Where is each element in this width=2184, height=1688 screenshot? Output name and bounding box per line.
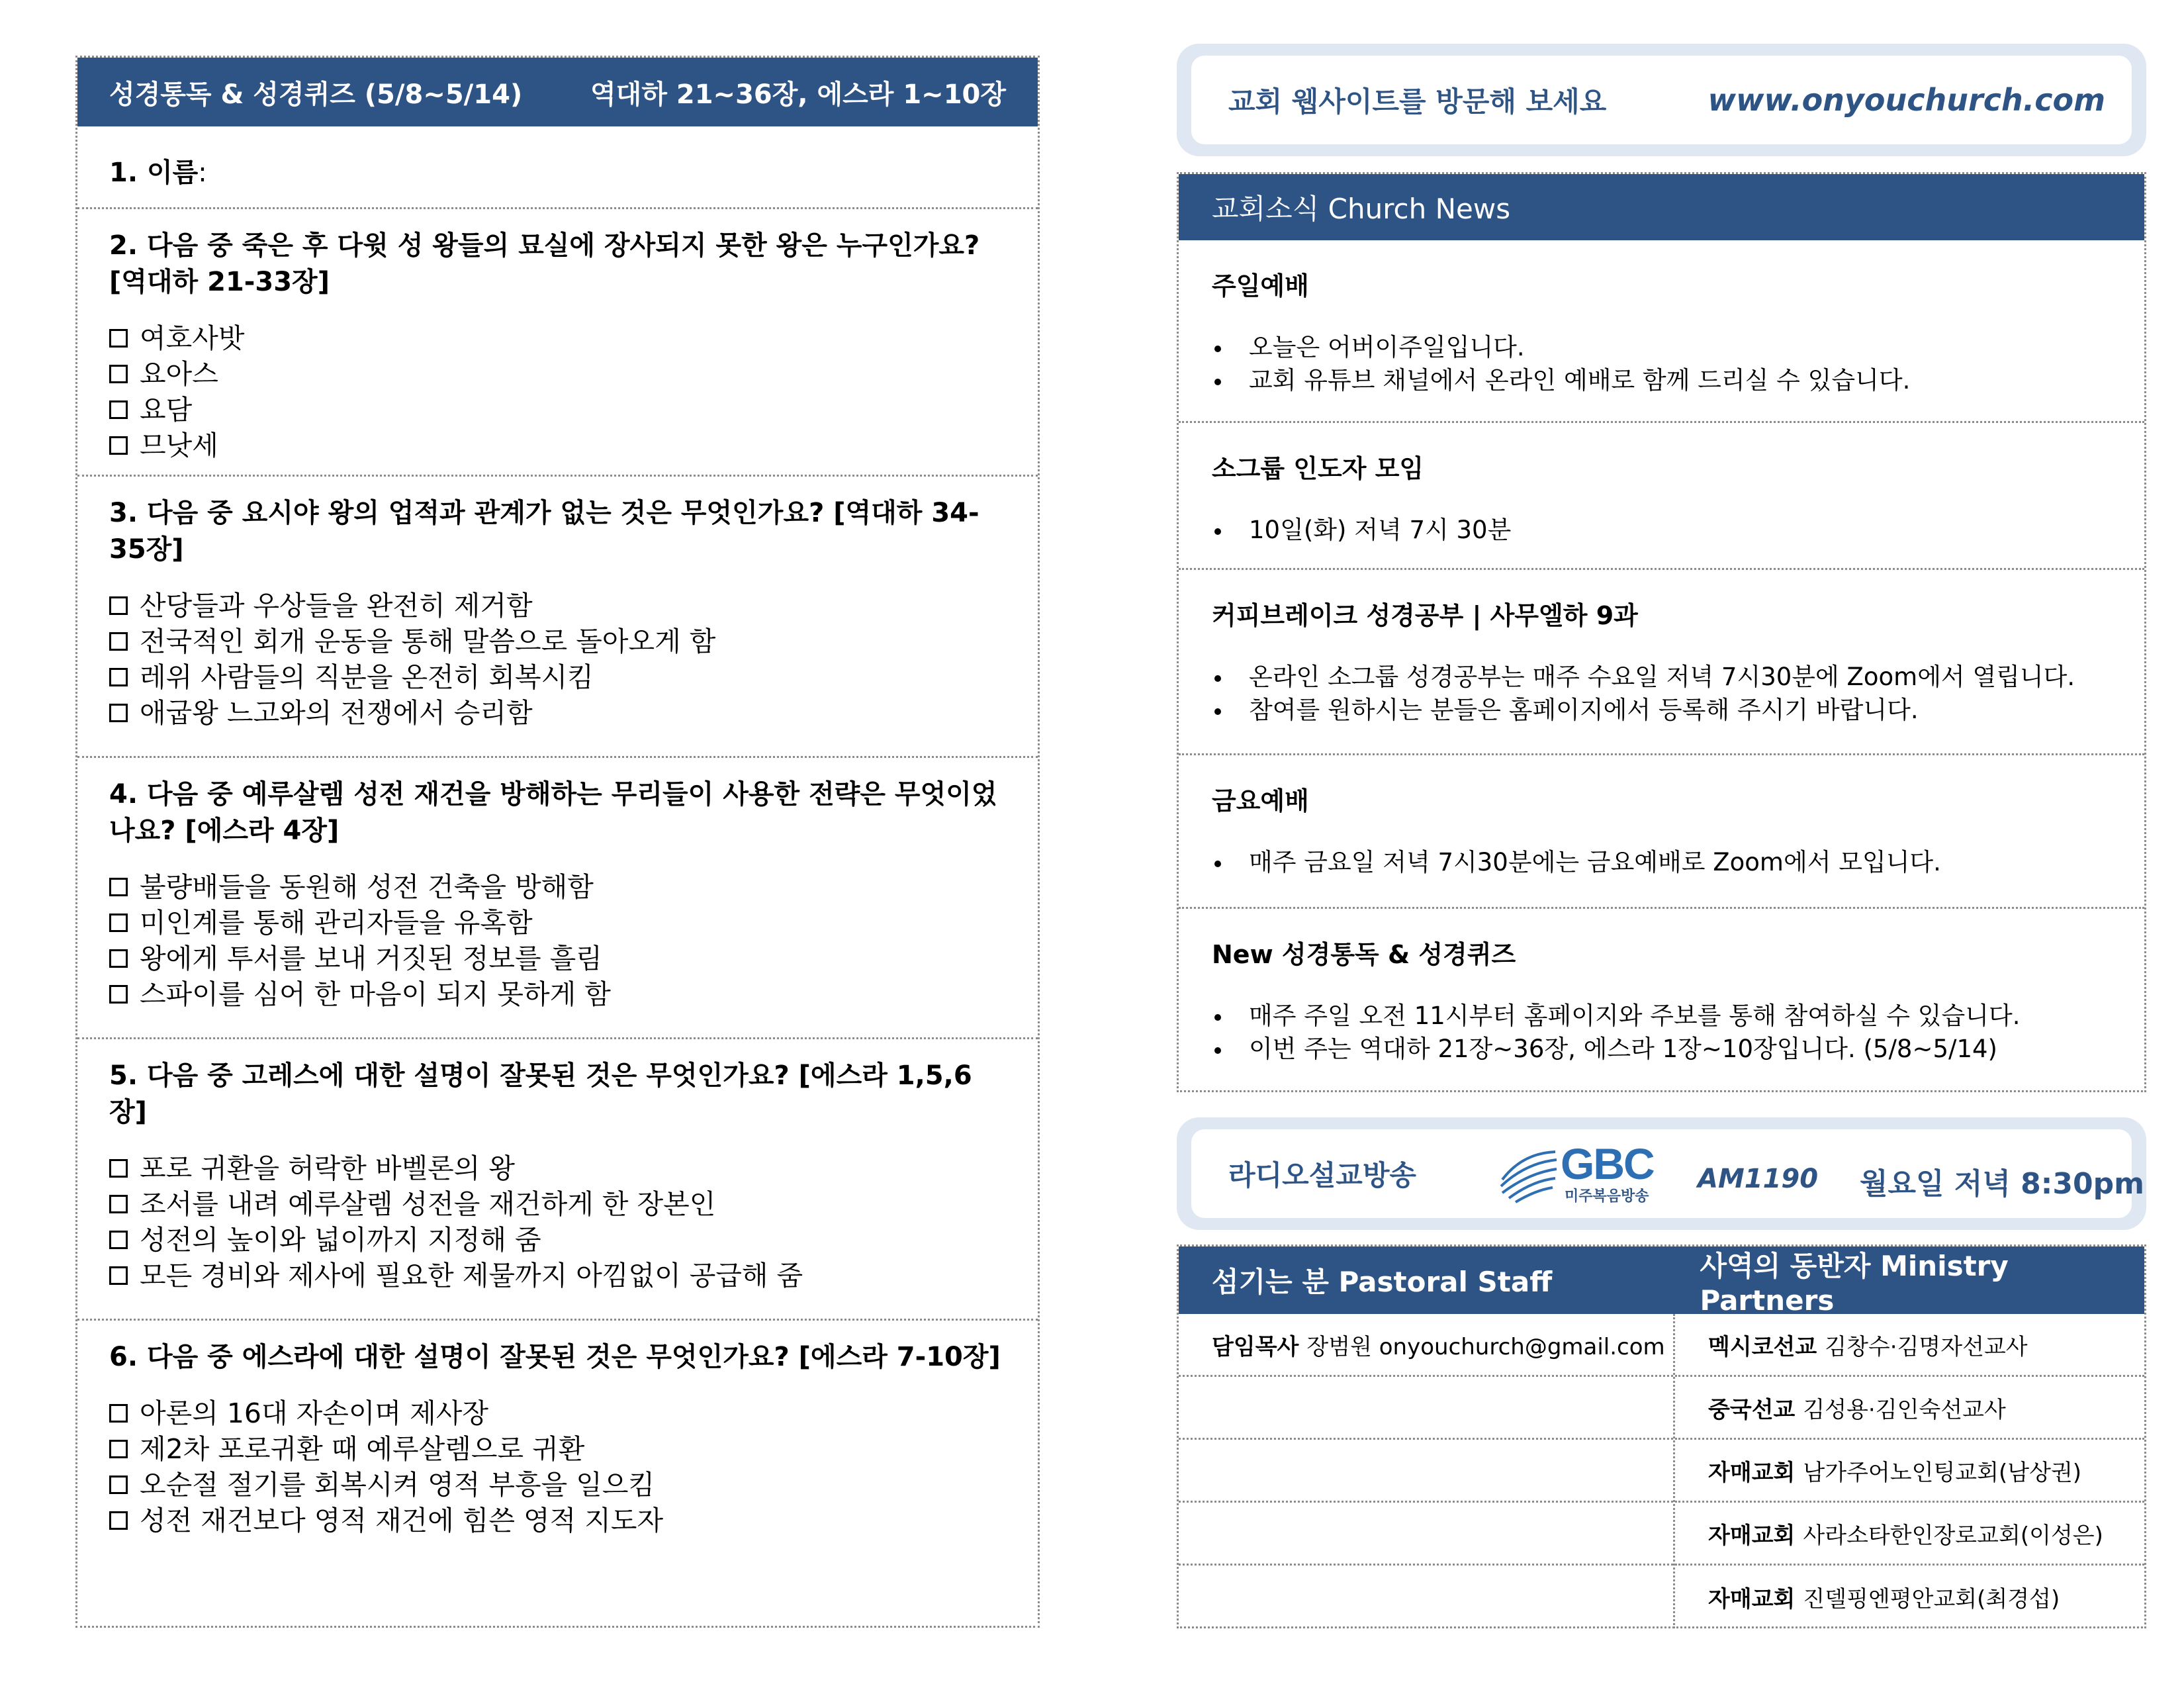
website-label: 교회 웹사이트를 방문해 보세요: [1228, 85, 1607, 118]
option[interactable]: [109, 392, 1006, 428]
partner-name: 진델핑엔평안교회(최경섭): [1803, 1586, 2060, 1613]
staff-panel: [1177, 1244, 2146, 1628]
option[interactable]: [109, 941, 1006, 976]
question-5: [77, 1039, 1038, 1321]
option-label: 요담: [140, 394, 193, 426]
checkbox-icon[interactable]: [109, 1266, 128, 1285]
option-label: 오순절 절기를 회복시켜 영적 부흥을 일으킴: [140, 1469, 655, 1501]
news-item: 10일(화) 저녁 7시 30분: [1212, 514, 2111, 547]
quiz-title: 성경통독 & 성경퀴즈 (5/8~5/14): [109, 79, 523, 110]
checkbox-icon[interactable]: [109, 668, 128, 686]
option[interactable]: [109, 588, 1006, 624]
option[interactable]: [109, 1503, 1006, 1538]
option-label: 포로 귀환을 허락한 바벨론의 왕: [140, 1152, 516, 1184]
name-label: 1. 이름: [109, 158, 199, 188]
checkbox-icon[interactable]: [109, 949, 128, 968]
news-item: 오늘은 어버이주일입니다.: [1212, 331, 2111, 364]
gbc-logo: [1496, 1139, 1674, 1205]
staff-grid: [1179, 1314, 2144, 1628]
checkbox-icon[interactable]: [109, 1231, 128, 1249]
quiz-header: [77, 58, 1038, 126]
question-title: 5. 다음 중 고레스에 대한 설명이 잘못된 것은 무엇인가요? [에스라 1,5,6장]: [109, 1060, 972, 1127]
partner-name: 김성용·김인숙선교사: [1803, 1396, 2006, 1423]
news-list: [1212, 661, 2111, 727]
option[interactable]: [109, 428, 1006, 463]
checkbox-icon[interactable]: [109, 1404, 128, 1423]
partner-name: 사라소타한인장로교회(이성은): [1803, 1522, 2103, 1549]
option-label: 애굽왕 느고와의 전쟁에서 승리함: [140, 697, 533, 729]
question-2: [77, 209, 1038, 477]
question-6: [77, 1321, 1038, 1618]
news-section-small-group: [1179, 423, 2144, 570]
partner-role: 중국선교: [1708, 1396, 1796, 1423]
checkbox-icon[interactable]: [109, 704, 128, 722]
option-label: 레위 사람들의 직분을 온전히 회복시킴: [140, 661, 594, 693]
option-label: 전국적인 회개 운동을 통해 말씀으로 돌아오게 함: [140, 626, 716, 657]
partner-role: 자매교회: [1708, 1459, 1796, 1486]
news-item: 매주 주일 오전 11시부터 홈페이지와 주보를 통해 참여하실 수 있습니다.: [1212, 1000, 2111, 1033]
option[interactable]: [109, 1186, 1006, 1222]
news-list: [1212, 1000, 2111, 1066]
news-item: 참여를 원하시는 분들은 홈페이지에서 등록해 주시기 바랍니다.: [1212, 694, 2111, 727]
name-field[interactable]: [77, 126, 1038, 209]
news-section-title: New 성경통독 & 성경퀴즈: [1212, 940, 1516, 969]
partner-row: [1675, 1566, 2144, 1628]
radio-time: 월요일 저녁 8:30pm: [1860, 1167, 2144, 1201]
option[interactable]: [109, 905, 1006, 941]
staff-row-empty: [1179, 1566, 1673, 1628]
radio-banner: [1177, 1117, 2146, 1230]
staff-row-empty: [1179, 1440, 1673, 1503]
question-4: [77, 758, 1038, 1039]
globe-icon: [1496, 1140, 1562, 1206]
website-banner-inner: [1191, 56, 2132, 144]
option-label: 스파이를 심어 한 마음이 되지 못하게 함: [140, 978, 611, 1010]
staff-row-empty: [1179, 1503, 1673, 1566]
checkbox-icon[interactable]: [109, 914, 128, 932]
option[interactable]: [109, 356, 1006, 392]
option-label: 여호사밧: [140, 322, 245, 354]
gbc-logo-text: GBC: [1561, 1139, 1654, 1188]
option[interactable]: [109, 976, 1006, 1012]
news-section-friday-worship: [1179, 755, 2144, 909]
partner-role: 자매교회: [1708, 1522, 1796, 1549]
option-label: 미인계를 통해 관리자들을 유혹함: [140, 907, 533, 939]
news-item: 이번 주는 역대하 21장~36장, 에스라 1장~10장입니다. (5/8~5/14): [1212, 1033, 2111, 1066]
option-label: 제2차 포로귀환 때 예루살렘으로 귀환: [140, 1433, 585, 1465]
checkbox-icon[interactable]: [109, 1159, 128, 1178]
radio-frequency: AM1190: [1698, 1164, 1819, 1194]
question-title: 2. 다음 중 죽은 후 다윗 성 왕들의 묘실에 장사되지 못한 왕은 누구인가요? [역대하 21-33장]: [109, 230, 980, 297]
option[interactable]: [109, 1395, 1006, 1431]
partner-name: 남가주어노인팅교회(남상권): [1803, 1459, 2082, 1486]
news-list: [1212, 846, 2111, 879]
staff-header: [1179, 1246, 2144, 1317]
radio-label: 라디오설교방송: [1228, 1159, 1417, 1192]
checkbox-icon[interactable]: [109, 1195, 128, 1213]
checkbox-icon[interactable]: [109, 632, 128, 651]
staff-name: 장범원 onyouchurch@gmail.com: [1306, 1333, 1665, 1360]
option[interactable]: [109, 1150, 1006, 1186]
option-label: 산당들과 우상들을 완전히 제거함: [140, 590, 533, 622]
option[interactable]: [109, 1431, 1006, 1467]
option-label: 성전 재건보다 영적 재건에 힘쓴 영적 지도자: [140, 1505, 664, 1536]
partner-row: [1675, 1440, 2144, 1503]
question-title: 3. 다음 중 요시야 왕의 업적과 관계가 없는 것은 무엇인가요? [역대하 34-35장]: [109, 498, 979, 565]
question-title: 6. 다음 중 에스라에 대한 설명이 잘못된 것은 무엇인가요? [에스라 7-10장]: [109, 1342, 1001, 1372]
checkbox-icon[interactable]: [109, 1476, 128, 1494]
partner-row: [1675, 1377, 2144, 1440]
church-news-header: 교회소식 Church News: [1179, 174, 2144, 240]
checkbox-icon[interactable]: [109, 329, 128, 348]
staff-row: [1179, 1314, 1673, 1377]
pastoral-staff-column: [1179, 1314, 1675, 1628]
quiz-scripture-range: 역대하 21~36장, 에스라 1~10장: [590, 79, 1006, 110]
checkbox-icon[interactable]: [109, 985, 128, 1004]
news-section-coffee-break: [1179, 570, 2144, 755]
news-item: 매주 금요일 저녁 7시30분에는 금요예배로 Zoom에서 모입니다.: [1212, 846, 2111, 879]
checkbox-icon[interactable]: [109, 596, 128, 615]
radio-banner-inner: [1191, 1129, 2144, 1218]
checkbox-icon[interactable]: [109, 365, 128, 383]
partner-name: 김창수·김명자선교사: [1825, 1333, 2028, 1360]
option[interactable]: [109, 1258, 1006, 1293]
news-list: [1212, 514, 2111, 547]
church-news-panel: [1177, 172, 2146, 1092]
news-section-bible-reading: [1179, 909, 2144, 1090]
gbc-logo-subtitle: 미주복음방송: [1565, 1188, 1649, 1205]
question-3: [77, 477, 1038, 758]
partner-row: [1675, 1314, 2144, 1377]
pastoral-staff-heading: 섬기는 분 Pastoral Staff: [1212, 1266, 1553, 1298]
news-section-title: 주일예배: [1212, 271, 1309, 301]
name-colon: :: [198, 158, 207, 188]
option-label: 모든 경비와 제사에 필요한 제물까지 아낌없이 공급해 줌: [140, 1260, 803, 1291]
option[interactable]: [109, 1467, 1006, 1503]
checkbox-icon[interactable]: [109, 878, 128, 896]
news-item: 온라인 소그룹 성경공부는 매주 수요일 저녁 7시30분에 Zoom에서 열립니다.: [1212, 661, 2111, 694]
option[interactable]: [109, 1222, 1006, 1258]
checkbox-icon[interactable]: [109, 1440, 128, 1458]
news-item: 교회 유튜브 채널에서 온라인 예배로 함께 드리실 수 있습니다.: [1212, 364, 2111, 397]
partner-row: [1675, 1503, 2144, 1566]
ministry-partners-column: [1675, 1314, 2144, 1628]
option[interactable]: [109, 659, 1006, 695]
option-label: 요아스: [140, 358, 218, 390]
option-label: 아론의 16대 자손이며 제사장: [140, 1397, 488, 1429]
website-banner: [1177, 44, 2146, 156]
website-link[interactable]: www.onyouchurch.com: [1707, 82, 2105, 118]
question-title: 4. 다음 중 예루살렘 성전 재건을 방해하는 무리들이 사용한 전략은 무엇이었나요? [에스라 4장]: [109, 779, 997, 846]
news-section-title: 소그룹 인도자 모임: [1212, 454, 1424, 483]
partner-role: 멕시코선교: [1708, 1333, 1817, 1360]
option[interactable]: [109, 320, 1006, 356]
news-list: [1212, 331, 2111, 397]
staff-role: 담임목사: [1212, 1333, 1299, 1360]
news-section-sunday-worship: [1179, 240, 2144, 423]
option-label: 조서를 내려 예루살렘 성전을 재건하게 한 장본인: [140, 1188, 716, 1220]
partner-role: 자매교회: [1708, 1586, 1796, 1613]
checkbox-icon[interactable]: [109, 436, 128, 455]
option-label: 므낫세: [140, 430, 218, 461]
option-label: 왕에게 투서를 보내 거짓된 정보를 흘림: [140, 943, 602, 974]
news-section-title: 금요예배: [1212, 786, 1309, 816]
ministry-partners-heading: 사역의 동반자 Ministry Partners: [1700, 1249, 2009, 1317]
option[interactable]: [109, 624, 1006, 659]
staff-row-empty: [1179, 1377, 1673, 1440]
option-label: 성전의 높이와 넓이까지 지정해 줌: [140, 1224, 541, 1256]
checkbox-icon[interactable]: [109, 400, 128, 419]
option[interactable]: [109, 869, 1006, 905]
option[interactable]: [109, 695, 1006, 731]
checkbox-icon[interactable]: [109, 1511, 128, 1530]
quiz-panel: [75, 56, 1040, 1628]
option-label: 불량배들을 동원해 성전 건축을 방해함: [140, 871, 594, 903]
news-section-title: 커피브레이크 성경공부 | 사무엘하 9과: [1212, 601, 1638, 630]
